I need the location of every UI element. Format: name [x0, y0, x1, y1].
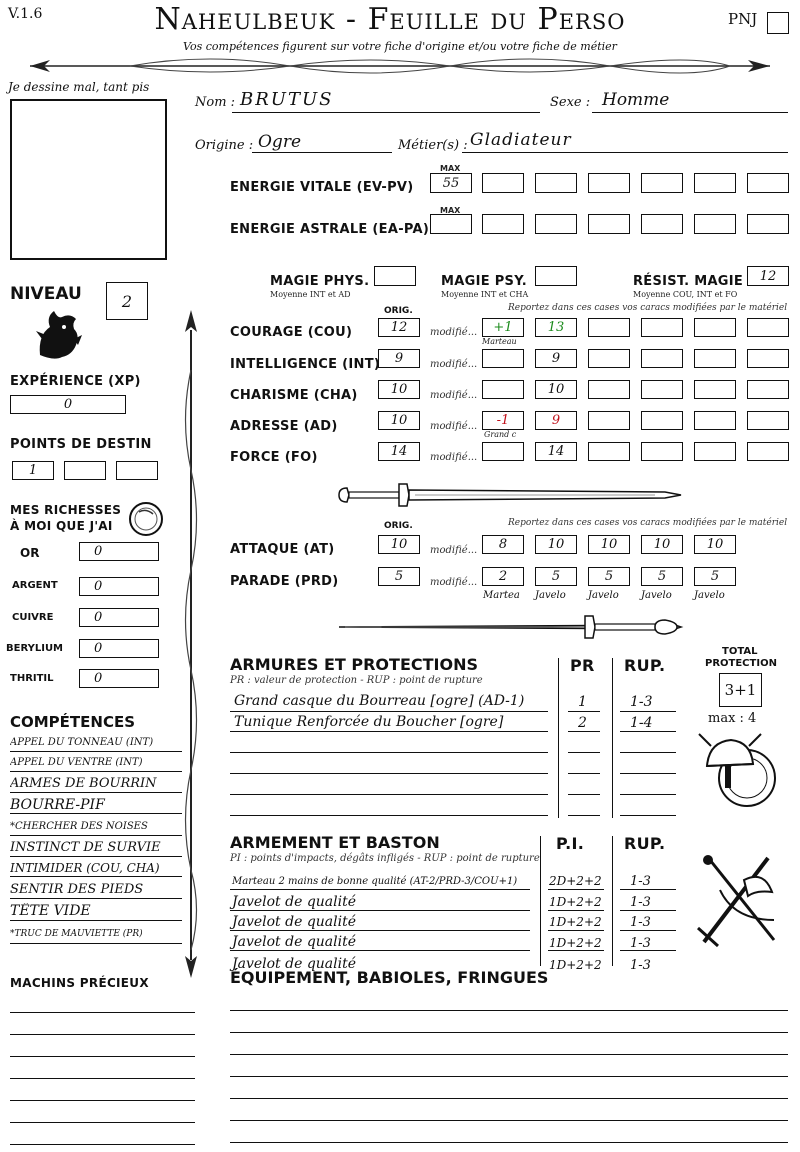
weapon-row-line [620, 950, 676, 951]
armor-row-line[interactable] [620, 752, 676, 753]
weapon-pi[interactable]: 1D+2+2 [549, 915, 602, 929]
weapon-rup[interactable]: 1-3 [630, 874, 651, 889]
armement-title: ARMEMENT ET BASTON [230, 833, 440, 852]
origine-label: Origine : [195, 138, 254, 153]
equipment-line[interactable] [230, 1120, 788, 1121]
wealth-name-thritil: THRITIL [10, 673, 54, 684]
armures-note: PR : valeur de protection - RUP : point de rupture [230, 675, 483, 686]
ev-box-7[interactable] [747, 173, 789, 193]
pnj-label: PNJ [728, 10, 758, 28]
parade-value: 5 [551, 569, 561, 584]
attaque-value: 10 [653, 537, 671, 552]
crossed-weapons-icon [690, 850, 785, 950]
armor-row-line[interactable] [568, 752, 600, 753]
wealth-name-berylium: BERYLIUM [6, 643, 64, 654]
total-protection-value: 3+1 [724, 681, 757, 699]
armor-row-line [230, 731, 548, 732]
vertical-spear-ornament [176, 310, 206, 980]
parade-box[interactable] [694, 567, 736, 586]
weapon-pi[interactable]: 1D+2+2 [549, 895, 602, 909]
parade-orig-box[interactable] [378, 567, 420, 586]
skill-item[interactable]: *TRUC DE MAUVIETTE (PR) [10, 929, 182, 944]
armor-row-line[interactable] [568, 815, 600, 816]
destin-box-3[interactable] [116, 461, 158, 480]
attaque-box[interactable] [694, 535, 736, 554]
stat-label-fo: FORCE (FO) [230, 450, 318, 465]
wealth-box-or[interactable] [79, 542, 159, 561]
metier-value[interactable]: Gladiateur [470, 130, 572, 150]
stat-mod2-ad[interactable] [535, 411, 577, 430]
armor-row-line[interactable] [230, 815, 548, 816]
weapon-column-label: Javelo [535, 590, 566, 601]
resist-magie-value: 12 [759, 268, 777, 284]
parade-value: 5 [710, 569, 720, 584]
weapon-row-line [620, 930, 676, 931]
stat-orig-ad[interactable] [378, 411, 420, 430]
total-protection-label-1: TOTAL [722, 646, 758, 657]
nom-value[interactable]: BRUTUS [240, 89, 334, 110]
armement-rup-header: RUP. [624, 834, 666, 853]
stat-box[interactable] [641, 380, 683, 399]
attaque-value: 10 [600, 537, 618, 552]
parade-box[interactable] [535, 567, 577, 586]
weapon-rup[interactable]: 1-3 [630, 936, 651, 951]
weapon-name[interactable]: Javelot de qualité [232, 894, 357, 910]
stat-box[interactable] [694, 411, 736, 430]
armures-col-divider [612, 658, 613, 818]
stat-mod1-value: +1 [493, 320, 513, 335]
stat-orig-fo[interactable] [378, 442, 420, 461]
skill-item[interactable]: ARMES DE BOURRIN [10, 776, 182, 793]
stat-orig-value: 12 [390, 320, 408, 335]
sexe-value[interactable]: Homme [602, 90, 670, 110]
armor-row-line[interactable] [568, 773, 600, 774]
stat-mod2-cha[interactable] [535, 380, 577, 399]
equipment-line[interactable] [230, 1142, 788, 1143]
wealth-value-cuivre: 0 [94, 610, 103, 625]
niveau-box[interactable] [106, 282, 148, 320]
attaque-orig-box[interactable] [378, 535, 420, 554]
resist-magie-box[interactable] [747, 266, 789, 286]
ea-label: ENERGIE ASTRALE (EA-PA) [230, 222, 430, 237]
precious-line[interactable] [10, 1078, 195, 1079]
parade-modifie-label: modifié... [430, 577, 478, 588]
stat-orig-value: 10 [390, 382, 408, 397]
ea-box-7[interactable] [747, 214, 789, 234]
stat-box[interactable] [588, 411, 630, 430]
stat-box[interactable] [694, 380, 736, 399]
resist-magie-note: Moyenne COU, INT et FO [633, 290, 738, 299]
ea-value-box[interactable] [430, 214, 472, 234]
ev-box-6[interactable] [694, 173, 736, 193]
armor-row-line[interactable] [230, 794, 548, 795]
armor-pr[interactable]: 2 [578, 715, 587, 731]
weapon-pi[interactable]: 1D+2+2 [549, 936, 602, 950]
stat-modifie-label: modifié... [430, 421, 478, 432]
precious-line[interactable] [10, 1034, 195, 1035]
wealth-value-thritil: 0 [94, 671, 103, 686]
sword-ornament [335, 612, 685, 642]
attaque-value: 10 [706, 537, 724, 552]
weapon-row-line [230, 950, 530, 951]
nom-line [232, 112, 540, 113]
armor-row-line [568, 711, 600, 712]
armement-col-divider [612, 836, 613, 966]
armor-row-line[interactable] [230, 773, 548, 774]
attaque-box[interactable] [588, 535, 630, 554]
weapon-rup[interactable]: 1-3 [630, 958, 651, 973]
stat-orig-value: 14 [390, 444, 408, 459]
weapon-name[interactable]: Javelot de qualité [232, 914, 357, 930]
weapon-row-line [548, 950, 604, 951]
attaque-box[interactable] [535, 535, 577, 554]
stat-mod2-value: 13 [547, 320, 565, 335]
combat-report-note: Reportez dans ces cases vos caracs modifiées par le matériel [508, 518, 788, 528]
stats-orig-label: ORIG. [384, 306, 413, 316]
stat-box[interactable] [641, 318, 683, 337]
stat-orig-cou[interactable] [378, 318, 420, 337]
wealth-box-berylium[interactable] [79, 639, 159, 658]
ev-box-2[interactable] [482, 173, 524, 193]
xp-label: EXPÉRIENCE (XP) [10, 374, 141, 389]
weapon-row-line [230, 889, 530, 890]
attaque-box[interactable] [641, 535, 683, 554]
skill-item[interactable]: BOURRE-PIF [10, 797, 182, 814]
armement-col-divider [540, 836, 541, 966]
stat-sub-label: Marteau [482, 337, 517, 346]
attaque-box[interactable] [482, 535, 524, 554]
skill-item[interactable]: APPEL DU VENTRE (INT) [10, 757, 182, 772]
armor-row-line [230, 711, 548, 712]
precious-line[interactable] [10, 1100, 195, 1101]
attaque-orig-value: 10 [390, 537, 408, 552]
weapon-name[interactable]: Javelot de qualité [232, 934, 357, 950]
sword-ornament [335, 480, 685, 510]
attaque-value: 10 [547, 537, 565, 552]
stat-modifie-label: modifié... [430, 327, 478, 338]
stat-box[interactable] [694, 349, 736, 368]
stat-sub-label: Grand c [484, 430, 517, 439]
header-spear-ornament [10, 52, 790, 80]
parade-value: 5 [604, 569, 614, 584]
attaque-modifie-label: modifié... [430, 545, 478, 556]
stat-box[interactable] [641, 411, 683, 430]
armement-pi-header: P.I. [556, 834, 585, 853]
weapon-row-line [620, 910, 676, 911]
stat-box[interactable] [641, 442, 683, 461]
weapon-rup[interactable]: 1-3 [630, 915, 651, 930]
dragon-icon [32, 305, 84, 363]
armures-title: ARMURES ET PROTECTIONS [230, 655, 478, 674]
stat-mod2-value: 9 [551, 413, 561, 428]
stat-orig-value: 10 [390, 413, 408, 428]
weapon-pi[interactable]: 2D+2+2 [549, 874, 602, 888]
stat-box[interactable] [641, 349, 683, 368]
skill-item[interactable]: APPEL DU TONNEAU (INT) [10, 737, 182, 752]
stat-box[interactable] [694, 318, 736, 337]
equipment-line[interactable] [230, 1032, 788, 1033]
stat-mod1-cha[interactable] [482, 380, 524, 399]
ev-value: 55 [442, 175, 460, 191]
origine-line [252, 152, 392, 153]
stat-label-int: INTELLIGENCE (INT) [230, 357, 381, 372]
xp-value: 0 [63, 397, 73, 412]
page-title: Naheulbeuk - Feuille du Perso [154, 2, 626, 37]
destin-box-2[interactable] [64, 461, 106, 480]
magie-phys-label: MAGIE PHYS. [270, 274, 370, 289]
stat-box[interactable] [588, 380, 630, 399]
parade-box[interactable] [641, 567, 683, 586]
weapon-column-label: Javelo [641, 590, 672, 601]
precious-line[interactable] [10, 1144, 195, 1145]
skill-item[interactable]: TÊTE VIDE [10, 903, 182, 921]
ev-label: ENERGIE VITALE (EV-PV) [230, 180, 414, 195]
destin-box-1[interactable] [12, 461, 54, 480]
parade-value: 5 [657, 569, 667, 584]
stat-modifie-label: modifié... [430, 359, 478, 370]
ea-box-3[interactable] [535, 214, 577, 234]
metier-line [462, 152, 788, 153]
page-subtitle: Vos compétences figurent sur votre fiche d'origine et/ou votre fiche de métier [183, 40, 617, 53]
stat-box[interactable] [747, 380, 789, 399]
armor-rup[interactable]: 1-3 [630, 694, 653, 710]
magie-phys-note: Moyenne INT et AD [270, 290, 351, 299]
magie-psy-note: Moyenne INT et CHA [441, 290, 529, 299]
stat-mod1-value: -1 [496, 413, 510, 428]
parade-orig-value: 5 [394, 569, 404, 584]
ev-box-3[interactable] [535, 173, 577, 193]
stat-box[interactable] [588, 318, 630, 337]
stat-mod2-value: 14 [547, 444, 565, 459]
skill-item[interactable]: SENTIR DES PIEDS [10, 882, 182, 899]
skill-item[interactable]: *CHERCHER DES NOISES [10, 821, 182, 836]
origine-value[interactable]: Ogre [258, 132, 302, 152]
portrait-caption: Je dessine mal, tant pis [8, 80, 150, 94]
stat-box[interactable] [694, 442, 736, 461]
weapon-column-label: Javelo [694, 590, 725, 601]
wealth-value-berylium: 0 [94, 641, 103, 656]
armures-pr-header: PR [570, 656, 595, 675]
weapon-column-label: Martea [483, 590, 520, 601]
equipment-line[interactable] [230, 1054, 788, 1055]
sexe-line [592, 112, 788, 113]
ea-box-6[interactable] [694, 214, 736, 234]
wealth-name-cuivre: CUIVRE [12, 612, 54, 623]
weapon-row-line [230, 930, 530, 931]
armures-rup-header: RUP. [624, 656, 666, 675]
magie-phys-box[interactable] [374, 266, 416, 286]
ea-box-5[interactable] [641, 214, 683, 234]
stat-mod2-value: 9 [551, 351, 561, 366]
stat-box[interactable] [588, 442, 630, 461]
niveau-value: 2 [121, 291, 133, 311]
armement-note: PI : points d'impacts, dégâts infligés - RUP : point de rupture [230, 853, 540, 864]
coin-icon [127, 500, 165, 538]
nom-label: Nom : [195, 95, 236, 110]
resist-magie-label: RÉSIST. MAGIE [633, 274, 744, 289]
ev-max-label: MAX [440, 164, 461, 173]
armor-row-line [620, 711, 676, 712]
machins-precieux-title: MACHINS PRÉCIEUX [10, 976, 149, 990]
stat-modifie-label: modifié... [430, 390, 478, 401]
parade-label: PARADE (PRD) [230, 574, 339, 589]
armor-pr[interactable]: 1 [578, 694, 587, 710]
weapon-row-line [548, 930, 604, 931]
stat-mod1-cou[interactable] [482, 318, 524, 337]
wealth-value-argent: 0 [94, 579, 103, 594]
metier-label: Métier(s) : [398, 138, 468, 153]
ea-box-4[interactable] [588, 214, 630, 234]
parade-box[interactable] [482, 567, 524, 586]
stat-orig-value: 9 [394, 351, 404, 366]
stat-box[interactable] [747, 318, 789, 337]
stat-orig-int[interactable] [378, 349, 420, 368]
armor-row-line[interactable] [620, 794, 676, 795]
destin-value: 1 [28, 463, 38, 478]
wealth-box-cuivre[interactable] [79, 608, 159, 627]
weapon-name[interactable]: Marteau 2 mains de bonne qualité (AT-2/PRD-3/COU+1) [232, 876, 518, 887]
stat-mod1-fo[interactable] [482, 442, 524, 461]
wealth-name-argent: ARGENT [12, 580, 58, 591]
stat-orig-cha[interactable] [378, 380, 420, 399]
armor-row-line[interactable] [230, 752, 548, 753]
stat-mod1-ad[interactable] [482, 411, 524, 430]
equipment-line[interactable] [230, 1098, 788, 1099]
version-label: V.1.6 [8, 6, 43, 22]
skill-item[interactable]: INTIMIDER (COU, CHA) [10, 861, 182, 877]
competences-title: COMPÉTENCES [10, 713, 136, 731]
richesses-label-1: MES RICHESSES [10, 503, 122, 517]
stat-mod2-value: 10 [547, 382, 565, 397]
equipment-line[interactable] [230, 1010, 788, 1011]
sexe-label: Sexe : [550, 95, 591, 110]
stat-modifie-label: modifié... [430, 452, 478, 463]
stat-label-cou: COURAGE (COU) [230, 325, 353, 340]
total-protection-max: max : 4 [708, 711, 757, 726]
parade-value: 2 [498, 569, 508, 584]
stats-report-note: Reportez dans ces cases vos caracs modifiées par le matériel [508, 303, 788, 313]
armor-name[interactable]: Tunique Renforcée du Boucher [ogre] [234, 714, 504, 730]
richesses-label-2: À MOI QUE J'AI [10, 519, 113, 533]
weapon-row-line [548, 889, 604, 890]
stat-mod2-cou[interactable] [535, 318, 577, 337]
helmet-shield-icon [695, 728, 779, 812]
ea-box-2[interactable] [482, 214, 524, 234]
stat-label-ad: ADRESSE (AD) [230, 419, 338, 434]
magie-psy-label: MAGIE PSY. [441, 274, 528, 289]
ev-box-5[interactable] [641, 173, 683, 193]
weapon-name[interactable]: Javelot de qualité [232, 956, 357, 972]
equipement-title: ÉQUIPEMENT, BABIOLES, FRINGUES [230, 968, 549, 987]
weapon-pi[interactable]: 1D+2+2 [549, 958, 602, 972]
wealth-value-or: 0 [94, 544, 103, 559]
armor-row-line[interactable] [620, 815, 676, 816]
stat-mod1-int[interactable] [482, 349, 524, 368]
xp-box[interactable] [10, 395, 126, 414]
armures-col-divider [558, 658, 559, 818]
armor-row-line [568, 731, 600, 732]
niveau-label: NIVEAU [10, 284, 82, 304]
ev-box-4[interactable] [588, 173, 630, 193]
armor-name[interactable]: Grand casque du Bourreau [ogre] (AD-1) [234, 693, 525, 709]
stat-label-cha: CHARISME (CHA) [230, 388, 358, 403]
equipment-line[interactable] [230, 1076, 788, 1077]
weapon-rup[interactable]: 1-3 [630, 895, 651, 910]
armor-rup[interactable]: 1-4 [630, 715, 653, 731]
weapon-row-line [620, 889, 676, 890]
total-protection-box[interactable] [719, 673, 762, 707]
combat-orig-label: ORIG. [384, 521, 413, 531]
attaque-value: 8 [498, 537, 508, 552]
weapon-column-label: Javelo [588, 590, 619, 601]
stat-mod2-fo[interactable] [535, 442, 577, 461]
total-protection-label-2: PROTECTION [705, 658, 777, 669]
precious-line[interactable] [10, 1122, 195, 1123]
wealth-name-or: OR [20, 546, 40, 560]
portrait-box[interactable] [10, 99, 167, 260]
weapon-row-line [230, 910, 530, 911]
armor-row-line[interactable] [620, 773, 676, 774]
stat-box[interactable] [747, 349, 789, 368]
stat-box[interactable] [588, 349, 630, 368]
stat-mod2-int[interactable] [535, 349, 577, 368]
stat-box[interactable] [747, 411, 789, 430]
precious-line[interactable] [10, 1012, 195, 1013]
stat-box[interactable] [747, 442, 789, 461]
destin-label: POINTS DE DESTIN [10, 437, 152, 452]
armor-row-line [620, 731, 676, 732]
attaque-label: ATTAQUE (AT) [230, 542, 335, 557]
armor-row-line[interactable] [568, 794, 600, 795]
precious-line[interactable] [10, 1056, 195, 1057]
weapon-row-line [548, 910, 604, 911]
wealth-box-thritil[interactable] [79, 669, 159, 688]
wealth-box-argent[interactable] [79, 577, 159, 596]
ea-max-label: MAX [440, 206, 461, 215]
magie-psy-box[interactable] [535, 266, 577, 286]
skill-item[interactable]: INSTINCT DE SURVIE [10, 840, 182, 857]
pnj-checkbox[interactable] [767, 12, 789, 34]
ev-value-box[interactable] [430, 173, 472, 193]
parade-box[interactable] [588, 567, 630, 586]
